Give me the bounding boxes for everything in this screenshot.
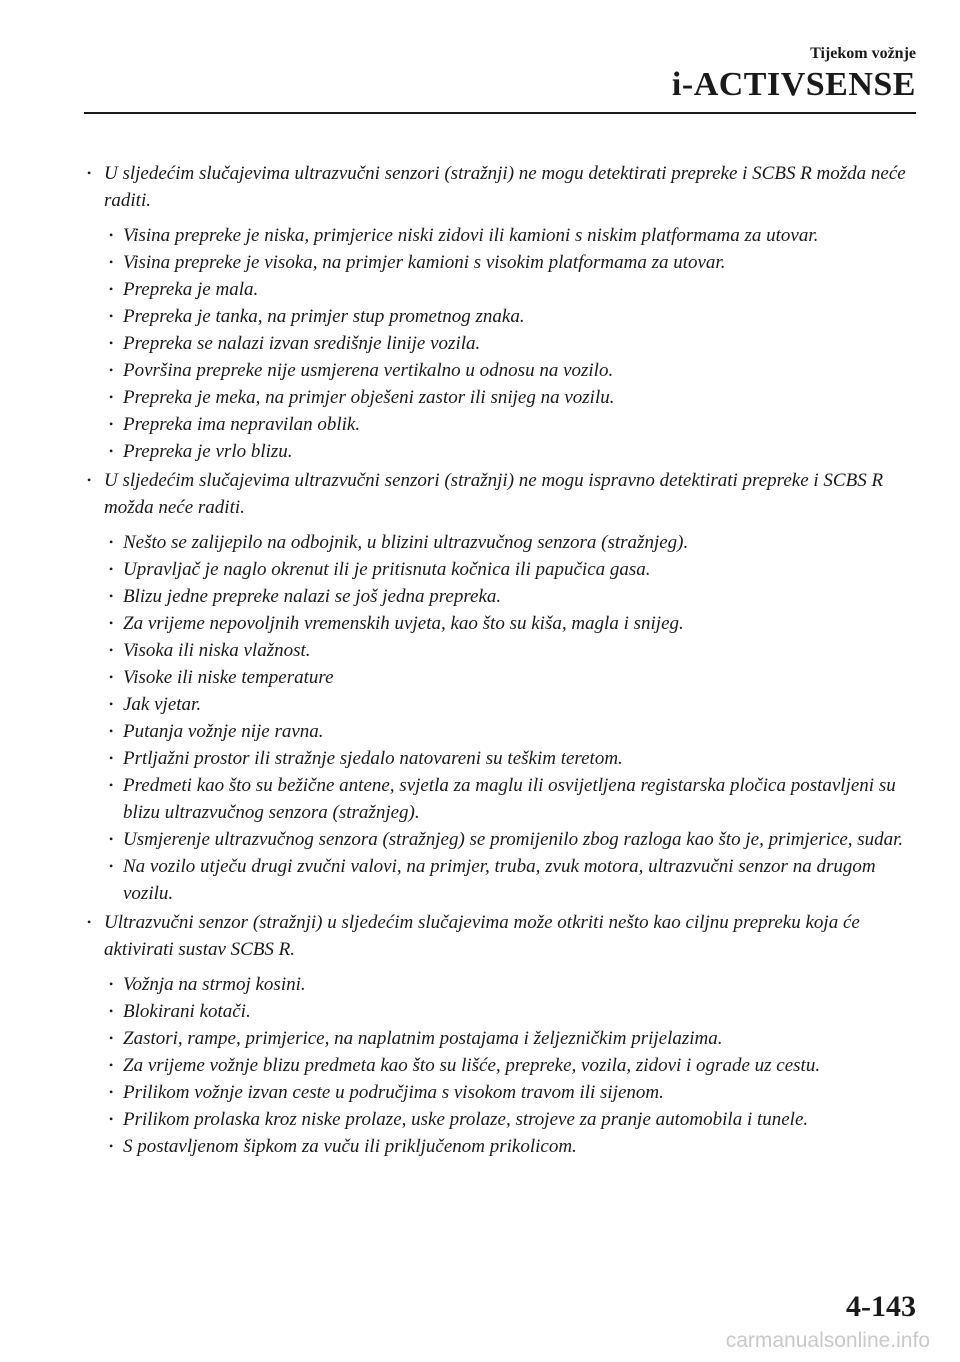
- chapter-title: i-ACTIVSENSE: [671, 66, 916, 103]
- sub-bullet-item: • Prepreka je meka, na primjer obješeni zastor ili snijeg na vozilu.: [106, 384, 916, 411]
- sub-bullet-list: [106, 529, 916, 907]
- sub-bullet-item: • Prepreka se nalazi izvan središnje linije vozila.: [106, 330, 916, 357]
- bullet-section: [84, 160, 916, 465]
- page-header: [672, 44, 916, 104]
- section-title: Tijekom vožnje: [810, 45, 916, 62]
- sub-bullet-item: • Prepreka je tanka, na primjer stup prometnog znaka.: [106, 303, 916, 330]
- sub-bullet-item: • Usmjerenje ultrazvučnog senzora (stražnjeg) se promijenilo zbog razloga kao što je, primjerice, sudar.: [106, 826, 916, 853]
- sub-bullet-item: • S postavljenom šipkom za vuču ili priključenom prikolicom.: [106, 1133, 916, 1160]
- sub-bullet-item: • Visoka ili niska vlažnost.: [106, 637, 916, 664]
- bullet-item: • U sljedećim slučajevima ultrazvučni senzori (stražnji) ne mogu detektirati prepreke i SCBS R možda neće raditi.: [84, 160, 916, 214]
- sub-bullet-item: • Visina prepreke je niska, primjerice niski zidovi ili kamioni s niskim platformama za utovar.: [106, 222, 916, 249]
- sub-bullet-item: • Visina prepreke je visoka, na primjer kamioni s visokim platformama za utovar.: [106, 249, 916, 276]
- sub-bullet-item: • Prepreka je mala.: [106, 276, 916, 303]
- page-number: 4-143: [846, 1290, 916, 1323]
- sub-bullet-list: [106, 222, 916, 465]
- sub-bullet-item: • Prepreka ima nepravilan oblik.: [106, 411, 916, 438]
- sub-bullet-item: • Za vrijeme vožnje blizu predmeta kao što su lišće, prepreke, vozila, zidovi i ograde uz cestu.: [106, 1052, 916, 1079]
- sub-bullet-item: • Nešto se zalijepilo na odbojnik, u blizini ultrazvučnog senzora (stražnjeg).: [106, 529, 916, 556]
- sub-bullet-item: • Upravljač je naglo okrenut ili je pritisnuta kočnica ili papučica gasa.: [106, 556, 916, 583]
- bullet-section: [84, 909, 916, 1160]
- sub-bullet-item: • Za vrijeme nepovoljnih vremenskih uvjeta, kao što su kiša, magla i snijeg.: [106, 610, 916, 637]
- sub-bullet-item: • Vožnja na strmoj kosini.: [106, 971, 916, 998]
- bullet-section: [84, 467, 916, 907]
- sub-bullet-item: • Prepreka je vrlo blizu.: [106, 438, 916, 465]
- watermark: carmanualsonline.info: [725, 1329, 930, 1352]
- bullet-item: • U sljedećim slučajevima ultrazvučni senzori (stražnji) ne mogu ispravno detektirati prepreke i SCBS R možda neće raditi.: [84, 467, 916, 521]
- sub-bullet-item: • Jak vjetar.: [106, 691, 916, 718]
- sub-bullet-item: • Površina prepreke nije usmjerena vertikalno u odnosu na vozilo.: [106, 357, 916, 384]
- sub-bullet-item: • Visoke ili niske temperature: [106, 664, 916, 691]
- sub-bullet-item: • Prtljažni prostor ili stražnje sjedalo natovareni su teškim teretom.: [106, 745, 916, 772]
- bullet-item: • Ultrazvučni senzor (stražnji) u sljedećim slučajevima može otkriti nešto kao ciljnu prepreku koja će aktivirati sustav SCBS R.: [84, 909, 916, 963]
- sub-bullet-item: • Blokirani kotači.: [106, 998, 916, 1025]
- sub-bullet-item: • Zastori, rampe, primjerice, na naplatnim postajama i željezničkim prijelazima.: [106, 1025, 916, 1052]
- sub-bullet-item: • Putanja vožnje nije ravna.: [106, 718, 916, 745]
- header-divider: [84, 112, 916, 114]
- sub-bullet-list: [106, 971, 916, 1160]
- main-content: [84, 160, 916, 1160]
- sub-bullet-item: • Prilikom vožnje izvan ceste u područjima s visokom travom ili sijenom.: [106, 1079, 916, 1106]
- sub-bullet-item: • Predmeti kao što su bežične antene, svjetla za maglu ili osvijetljena registarska pločica postavljeni su blizu ultrazvučnog senzora (stražnjeg).: [106, 772, 916, 826]
- sub-bullet-item: • Prilikom prolaska kroz niske prolaze, uske prolaze, strojeve za pranje automobila i tunele.: [106, 1106, 916, 1133]
- sub-bullet-item: • Na vozilo utječu drugi zvučni valovi, na primjer, truba, zvuk motora, ultrazvučni senzor na drugom vozilu.: [106, 853, 916, 907]
- sub-bullet-item: • Blizu jedne prepreke nalazi se još jedna prepreka.: [106, 583, 916, 610]
